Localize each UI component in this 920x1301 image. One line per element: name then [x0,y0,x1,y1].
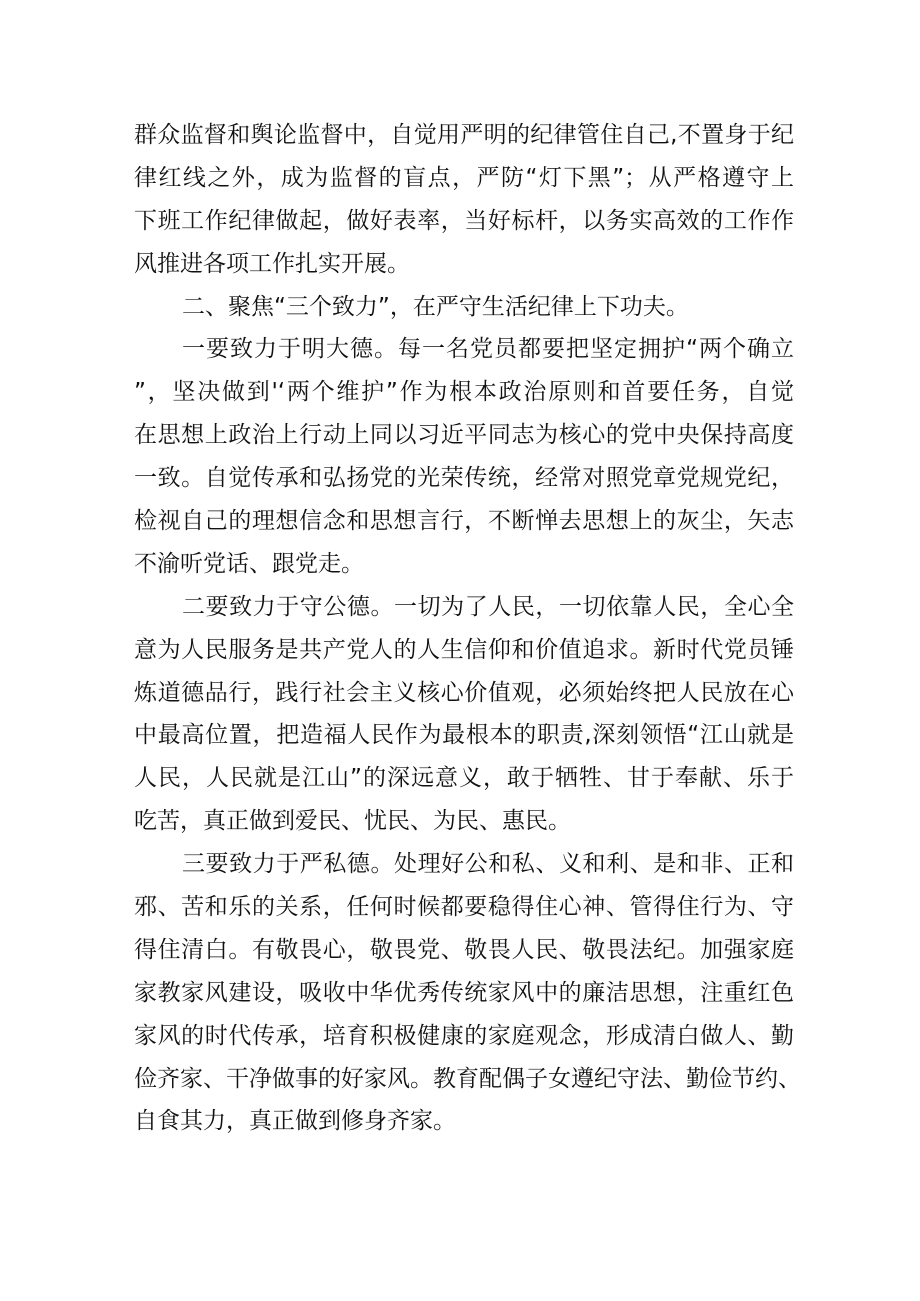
section-heading: 二、聚焦“三个致力”，在严守生活纪律上下功夫。 [182,293,689,320]
text-line: 炼道德品行，践行社会主义核心价值观，必须始终把人民放在心 [134,679,794,706]
text-line: 家风的时代传承，培育积极健康的家庭观念，形成清白做人、勤 [134,1022,794,1049]
text-line: 吃苦，真正做到爱民、忧民、为民、惠民。 [134,808,571,835]
text-line: 二要致力于守公德。一切为了人民，一切依靠人民，全心全 [182,593,794,620]
text-line: 俭齐家、干净做事的好家风。教育配偶子女遵纪守法、勤俭节约、 [134,1065,801,1092]
text-line: 自食其力，真正做到修身齐家。 [134,1108,456,1135]
text-line: 群众监督和舆论监督中，自觉用严明的纪律管住自己,不置身于纪 [134,122,794,148]
text-line: 在思想上政治上行动上同以习近平同志为核心的党中央保持高度 [134,422,794,449]
text-line: 邪、苦和乐的关系，任何时候都要稳得住心神、管得住行为、守 [134,894,794,921]
text-line: ”，坚决做到'‘两个维护”作为根本政治原则和首要任务，自觉 [134,379,794,406]
text-line: 一要致力于明大德。每一名党员都要把坚定拥护“两个确立 [182,336,794,363]
text-line: 得住清白。有敬畏心，敬畏党、敬畏人民、敬畏法纪。加强家庭 [134,936,794,963]
text-line: 下班工作纪律做起，做好表率，当好标杆，以务实高效的工作作 [134,207,794,234]
text-line: 律红线之外，成为监督的盲点，严防“灯下黑”；从严格遵守上 [134,164,794,191]
text-line: 检视自己的理想信念和思想言行，不断惮去思想上的灰尘，矢志 [134,508,794,535]
text-line: 风推进各项工作扎实开展。 [134,250,410,277]
text-line: 人民，人民就是江山”的深远意义，敢于牺牲、甘于奉献、乐于 [134,765,794,792]
text-line: 不渝听党话、跟党走。 [134,550,364,577]
text-line: 家教家风建设，吸收中华优秀传统家风中的廉洁思想，注重红色 [134,979,794,1006]
text-line: 意为人民服务是共产党人的人生信仰和价值追求。新时代党员锤 [134,636,794,663]
text-line: 一致。自觉传承和弘扬党的光荣传统，经常对照党章党规党纪， [134,465,794,492]
body-text [134,114,801,1143]
text-line: 三要致力于严私德。处理好公和私、义和利、是和非、正和 [182,851,794,878]
text-line: 中最高位置，把造福人民作为最根本的职责,深刻领悟“江山就是 [134,722,794,749]
